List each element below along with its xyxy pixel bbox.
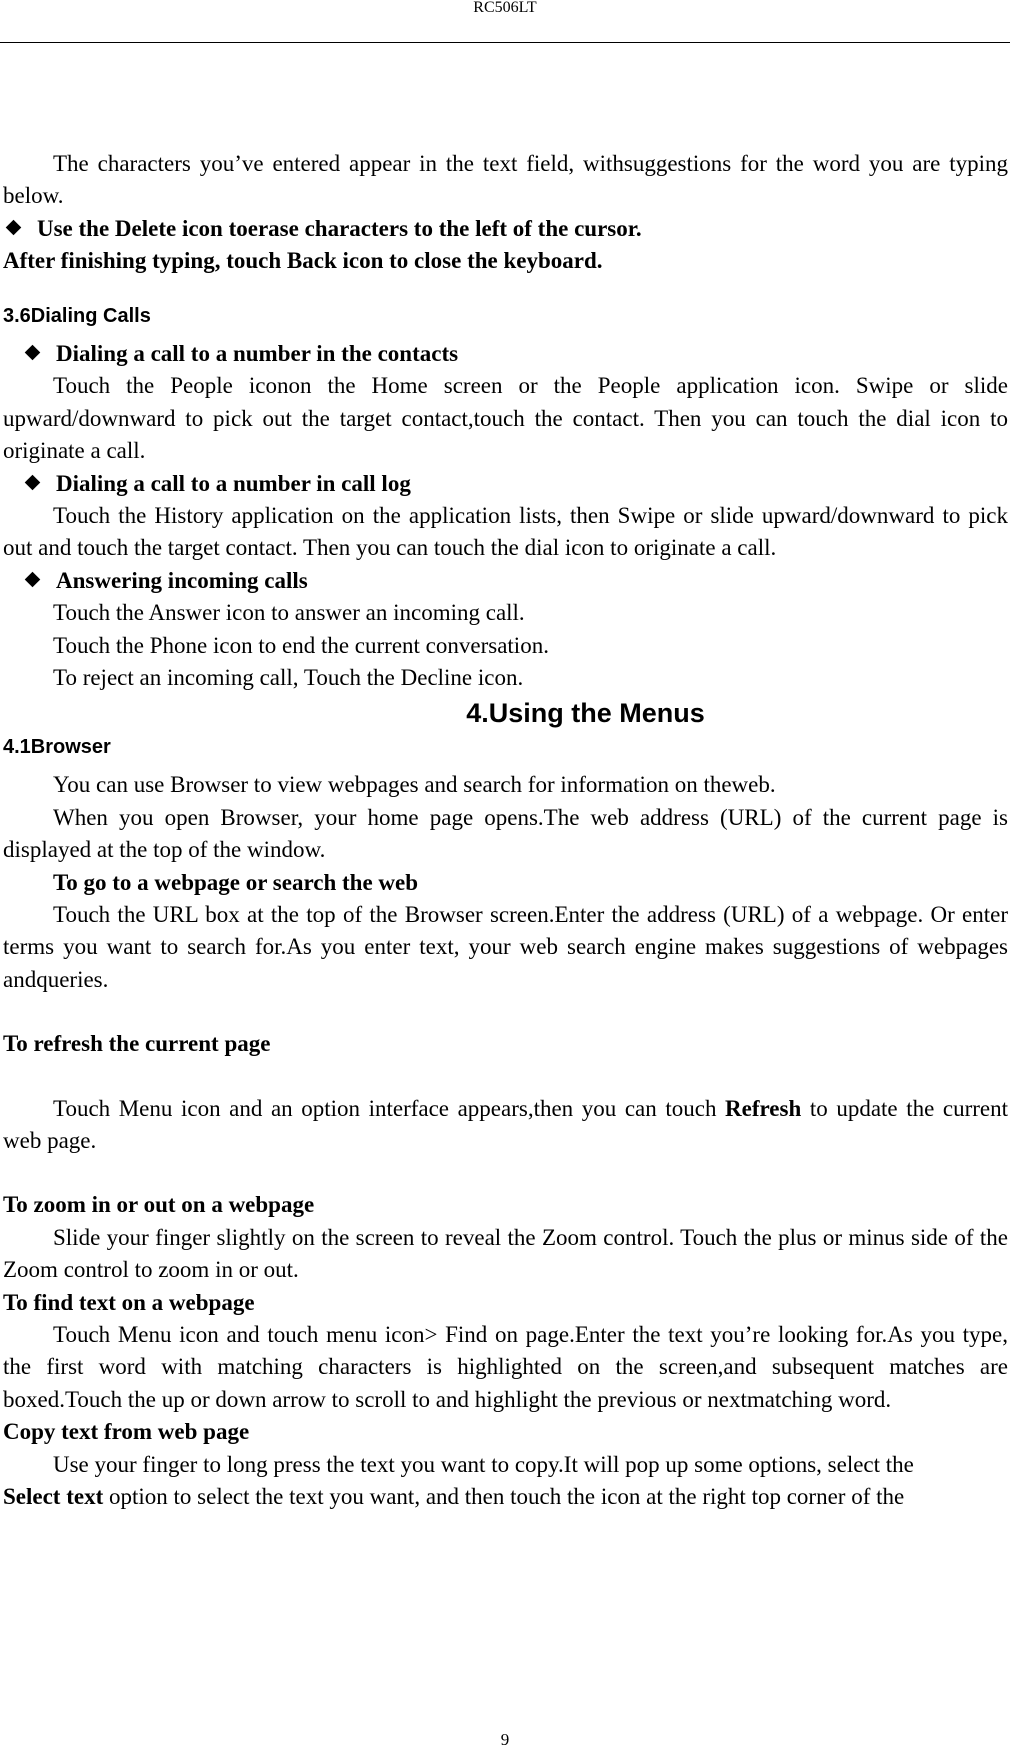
bullet-text: Dialing a call to a number in call log <box>56 470 411 496</box>
paragraph: You can use Browser to view webpages and search for information on theweb. <box>53 772 776 798</box>
header-divider <box>0 42 1010 43</box>
chapter-heading: 4.Using the Menus <box>466 697 705 728</box>
bullet-item <box>3 565 1008 597</box>
text-run: Touch Menu icon and an option interface appears,then you can touch <box>53 1095 726 1121</box>
paragraph: Touch the History application on the application lists, then Swipe or slide upward/downward to pick out and touch the target contact. Then you can touch the dial icon to originate a call. <box>3 503 1008 561</box>
spacer <box>3 996 1008 1028</box>
paragraph <box>3 1093 1008 1158</box>
paragraph: Touch the URL box at the top of the Browser screen.Enter the address (URL) of a webpage. Or enter terms you want to search for.As you enter text, your web search engine makes suggestions of webpages andqueries. <box>3 901 1008 992</box>
page-header: RC506LT <box>473 0 537 16</box>
paragraph: Touch Menu icon and touch menu icon> Find on page.Enter the text you’re looking for.As you type, the first word with matching characters is highlighted on the screen,and subsequent matches are boxed.Touch the up or down arrow to scroll to and highlight the previous or nextmatching word. <box>3 1322 1008 1412</box>
bullet-item <box>3 468 1008 500</box>
paragraph: Touch the People iconon the Home screen or the People application icon. Swipe or slide upward/downward to pick out the target contact,touch the contact. Then you can touch the dial icon to originate a call. <box>3 373 1008 464</box>
bullet-text: Use the Delete icon toerase characters to the left of the cursor. <box>37 215 642 241</box>
paragraph: Touch the Answer icon to answer an incoming call. <box>53 600 525 626</box>
paragraph: Slide your finger slightly on the screen to reveal the Zoom control. Touch the plus or minus side of the Zoom control to zoom in or out. <box>3 1224 1008 1283</box>
subheading: Copy text from web page <box>3 1419 250 1445</box>
subheading: To zoom in or out on a webpage <box>3 1192 315 1218</box>
paragraph: Touch the Phone icon to end the current conversation. <box>53 632 549 658</box>
section-heading: 4.1Browser <box>3 735 111 758</box>
diamond-bullet-icon <box>25 572 41 588</box>
section-heading: 3.6Dialing Calls <box>3 304 151 327</box>
document-body <box>3 148 1008 1513</box>
paragraph: When you open Browser, your home page opens.The web address (URL) of the current page is displayed at the top of the window. <box>3 804 1008 863</box>
paragraph: Use your finger to long press the text you want to copy.It will pop up some options, select the <box>53 1451 914 1477</box>
spacer <box>3 1157 1008 1189</box>
subheading: To find text on a webpage <box>3 1289 255 1315</box>
text-run: to update the current web page. <box>3 1095 1009 1153</box>
text-run: option to select the text you want, and then touch the icon at the right top corner of the <box>103 1484 905 1510</box>
paragraph <box>3 1481 1008 1513</box>
bold-term: Refresh <box>725 1095 802 1121</box>
paragraph: The characters you’ve entered appear in the text field, withsuggestions for the word you are typing below. <box>3 151 1008 209</box>
diamond-bullet-icon <box>25 345 41 361</box>
bullet-text: Answering incoming calls <box>56 567 308 593</box>
paragraph: To reject an incoming call, Touch the Decline icon. <box>53 665 524 691</box>
bullet-item <box>3 338 1008 370</box>
subheading: To refresh the current page <box>3 1031 271 1057</box>
bullet-item <box>3 213 1008 245</box>
spacer <box>3 1061 1008 1093</box>
bold-note: After finishing typing, touch Back icon to close the keyboard. <box>3 248 603 274</box>
diamond-bullet-icon <box>25 475 41 491</box>
page-number: 9 <box>500 1730 510 1749</box>
bullet-text: Dialing a call to a number in the contacts <box>56 341 459 367</box>
subheading: To go to a webpage or search the web <box>53 869 419 895</box>
diamond-bullet-icon <box>6 220 22 236</box>
bold-term: Select text <box>3 1484 104 1510</box>
